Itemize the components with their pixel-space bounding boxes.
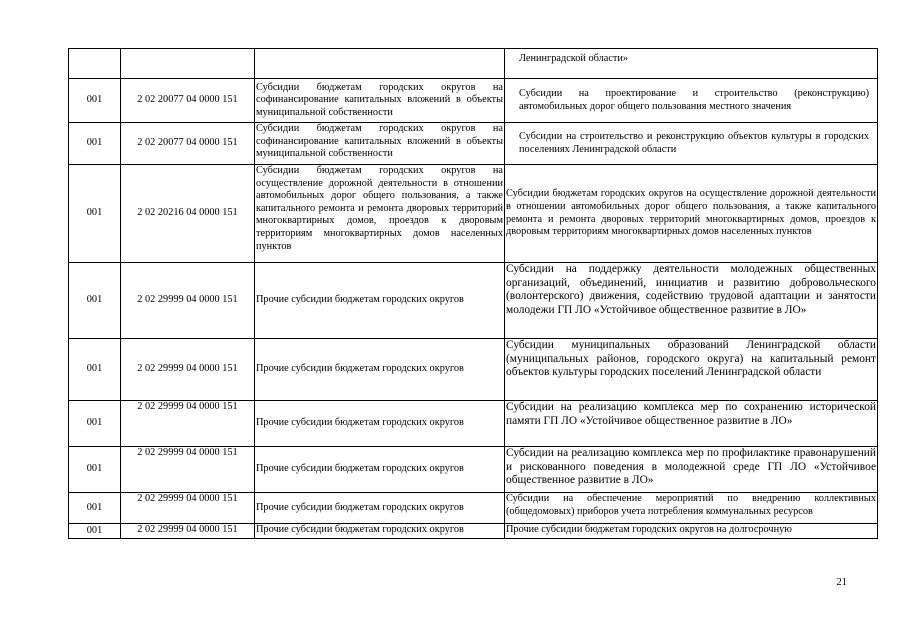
table-row [69, 524, 878, 539]
income-name-cell: Прочие субсидии бюджетам городских округов [255, 263, 505, 339]
table-row [69, 123, 878, 165]
income-name-cell: Субсидии бюджетам городских округов на осуществление дорожной деятельности в отношении автомобильных дорог общего пользования, а также капитального ремонта и ремонта дворовых территорий многоквартирных домов, проездов к дворовым территориям многоквартирных домов населенных пунктов [255, 165, 505, 263]
table-row [69, 49, 878, 79]
description-cell: Субсидии на поддержку деятельности молодежных общественных организаций, объединений, инициатив и развитию добровольческого (волонтерского) движения, содействию трудовой адаптации и занятости молодежи ГП ЛО «Устойчивое общественное развитие в ЛО» [505, 263, 878, 339]
budget-code-cell: 2 02 29999 04 0000 151 [121, 447, 255, 493]
admin-code-cell: 001 [69, 401, 121, 447]
description-cell: Прочие субсидии бюджетам городских округов на долгосрочную [505, 524, 878, 539]
description-cell: Субсидии бюджетам городских округов на осуществление дорожной деятельности в отношении автомобильных дорог общего пользования, а также капитального ремонта и ремонта дворовых территорий многоквартирных домов, проездов к дворовым территориям многоквартирных домов населенных пунктов [505, 165, 878, 263]
description-cell: Субсидии на реализацию комплекса мер по профилактике правонарушений и рискованного поведения в молодежной среде ГП ЛО «Устойчивое общественное развитие в ЛО» [505, 447, 878, 493]
description-cell: Субсидии на строительство и реконструкцию объектов культуры в городских поселениях Ленинградской области [505, 123, 878, 165]
budget-code-cell: 2 02 20077 04 0000 151 [121, 123, 255, 165]
page-number: 21 [836, 577, 847, 588]
budget-code-cell: 2 02 20216 04 0000 151 [121, 165, 255, 263]
admin-code-cell [69, 49, 121, 79]
budget-code-cell: 2 02 29999 04 0000 151 [121, 524, 255, 539]
budget-code-cell: 2 02 29999 04 0000 151 [121, 401, 255, 447]
table-row [69, 79, 878, 123]
admin-code-cell: 001 [69, 493, 121, 524]
income-name-cell: Прочие субсидии бюджетам городских округов [255, 339, 505, 401]
table-row [69, 165, 878, 263]
admin-code-cell: 001 [69, 524, 121, 539]
table-row [69, 339, 878, 401]
admin-code-cell: 001 [69, 263, 121, 339]
income-name-cell: Прочие субсидии бюджетам городских округов [255, 524, 505, 539]
admin-code-cell: 001 [69, 165, 121, 263]
description-cell: Ленинградской области» [505, 49, 878, 79]
table-row [69, 401, 878, 447]
admin-code-cell: 001 [69, 123, 121, 165]
table-row [69, 263, 878, 339]
admin-code-cell: 001 [69, 339, 121, 401]
income-name-cell: Субсидии бюджетам городских округов на софинансирование капитальных вложений в объекты муниципальной собственности [255, 123, 505, 165]
income-name-cell: Прочие субсидии бюджетам городских округов [255, 493, 505, 524]
income-name-cell [255, 49, 505, 79]
budget-code-cell [121, 49, 255, 79]
description-cell: Субсидии на обеспечение мероприятий по внедрению коллективных (общедомовых) приборов учета потребления коммунальных ресурсов [505, 493, 878, 524]
table-row [69, 447, 878, 493]
table-row [69, 493, 878, 524]
income-name-cell: Прочие субсидии бюджетам городских округов [255, 401, 505, 447]
income-name-cell: Субсидии бюджетам городских округов на софинансирование капитальных вложений в объекты муниципальной собственности [255, 79, 505, 123]
admin-code-cell: 001 [69, 79, 121, 123]
description-cell: Субсидии на проектирование и строительство (реконструкцию) автомобильных дорог общего пользования местного значения [505, 79, 878, 123]
budget-code-cell: 2 02 29999 04 0000 151 [121, 493, 255, 524]
income-name-cell: Прочие субсидии бюджетам городских округов [255, 447, 505, 493]
budget-code-cell: 2 02 20077 04 0000 151 [121, 79, 255, 123]
description-cell: Субсидии муниципальных образований Ленинградской области (муниципальных районов, городского округа) на капитальный ремонт объектов культуры городских поселений Ленинградской области [505, 339, 878, 401]
description-cell: Субсидии на реализацию комплекса мер по сохранению исторической памяти ГП ЛО «Устойчивое общественное развитие в ЛО» [505, 401, 878, 447]
budget-code-cell: 2 02 29999 04 0000 151 [121, 263, 255, 339]
budget-code-cell: 2 02 29999 04 0000 151 [121, 339, 255, 401]
budget-classification-table [68, 48, 878, 539]
admin-code-cell: 001 [69, 447, 121, 493]
